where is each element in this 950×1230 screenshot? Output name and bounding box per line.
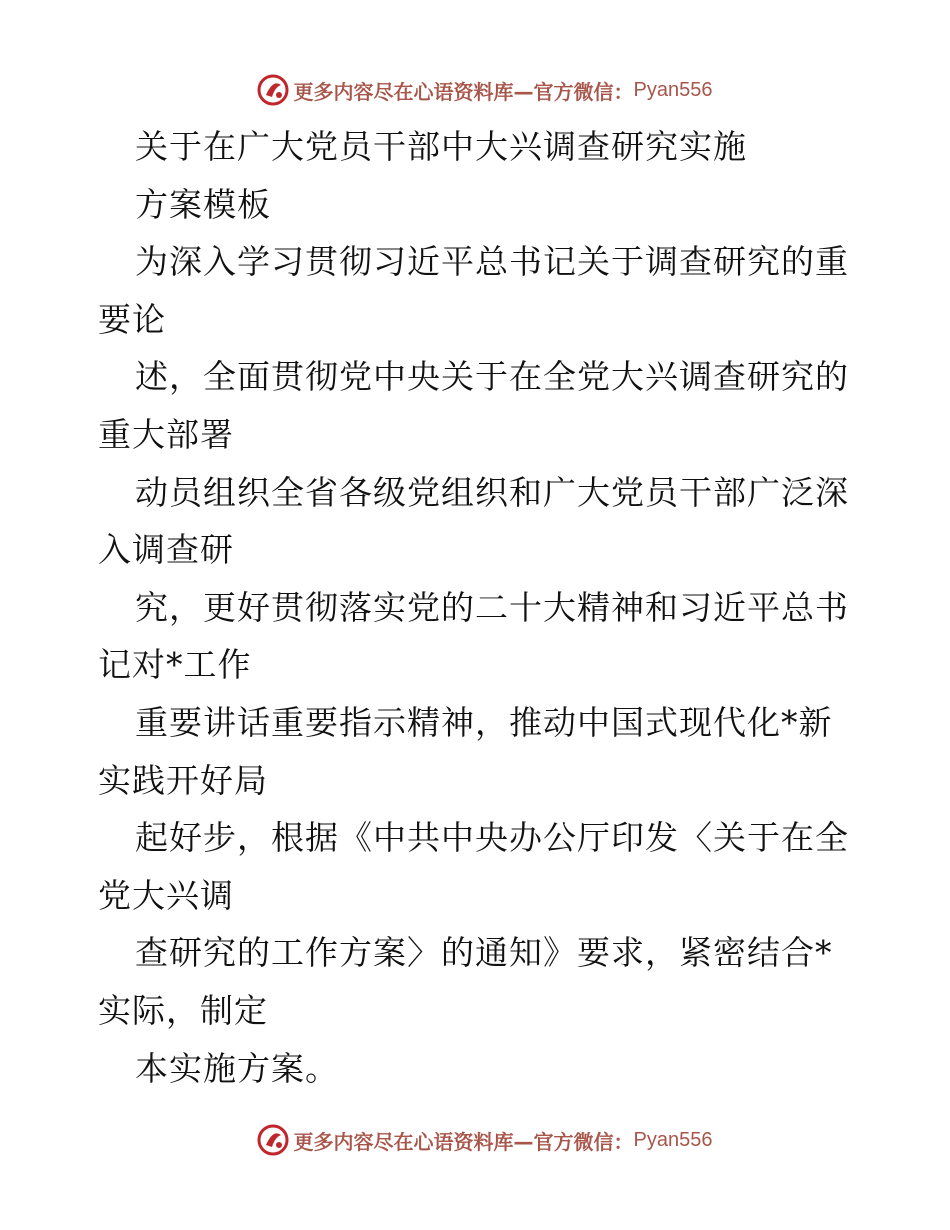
document-title-line-2: 方案模板 [135,184,271,224]
footer-banner-content [256,1123,713,1157]
paragraph-line: 重大部署 [98,414,234,454]
paragraph-line: 实践开好局 [98,760,268,800]
paragraph-line: 述，全面贯彻党中央关于在全党大兴调查研究的 [135,357,849,397]
header-banner [0,70,950,110]
paragraph-line: 实际，制定 [98,990,268,1030]
paragraph-line: 要论 [98,299,166,339]
paragraph-line: 究，更好贯彻落实党的二十大精神和习近平总书 [135,587,849,627]
footer-banner [0,1120,950,1160]
footer-banner-text: 更多内容尽在心语资料库—官方微信： [293,1129,634,1154]
paragraph-line: 党大兴调 [98,875,234,915]
red-circle-logo-icon [256,1123,290,1157]
paragraph-line: 为深入学习贯彻习近平总书记关于调查研究的重 [135,242,849,282]
paragraph-line: 入调查研 [98,530,234,570]
paragraph-line: 动员组织全省各级党组织和广大党员干部广泛深 [135,472,849,512]
paragraph-line: 起好步，根据《中共中央办公厅印发〈关于在全 [135,818,849,858]
paragraph-line: 记对*工作 [98,645,252,685]
header-banner-text: 更多内容尽在心语资料库—官方微信： [293,79,634,104]
red-circle-logo-icon [256,73,290,107]
paragraph-line: 查研究的工作方案〉的通知》要求，紧密结合* [135,933,833,973]
header-wechat-id: Pyan556 [633,78,713,101]
paragraph-line: 重要讲话重要指示精神，推动中国式现代化*新 [135,702,833,742]
document-body [98,118,858,1097]
document-title-line-1: 关于在广大党员干部中大兴调查研究实施 [135,127,747,166]
header-banner-content [256,73,713,107]
footer-wechat-id: Pyan556 [633,1128,713,1151]
paragraph-line: 本实施方案。 [135,1048,339,1088]
